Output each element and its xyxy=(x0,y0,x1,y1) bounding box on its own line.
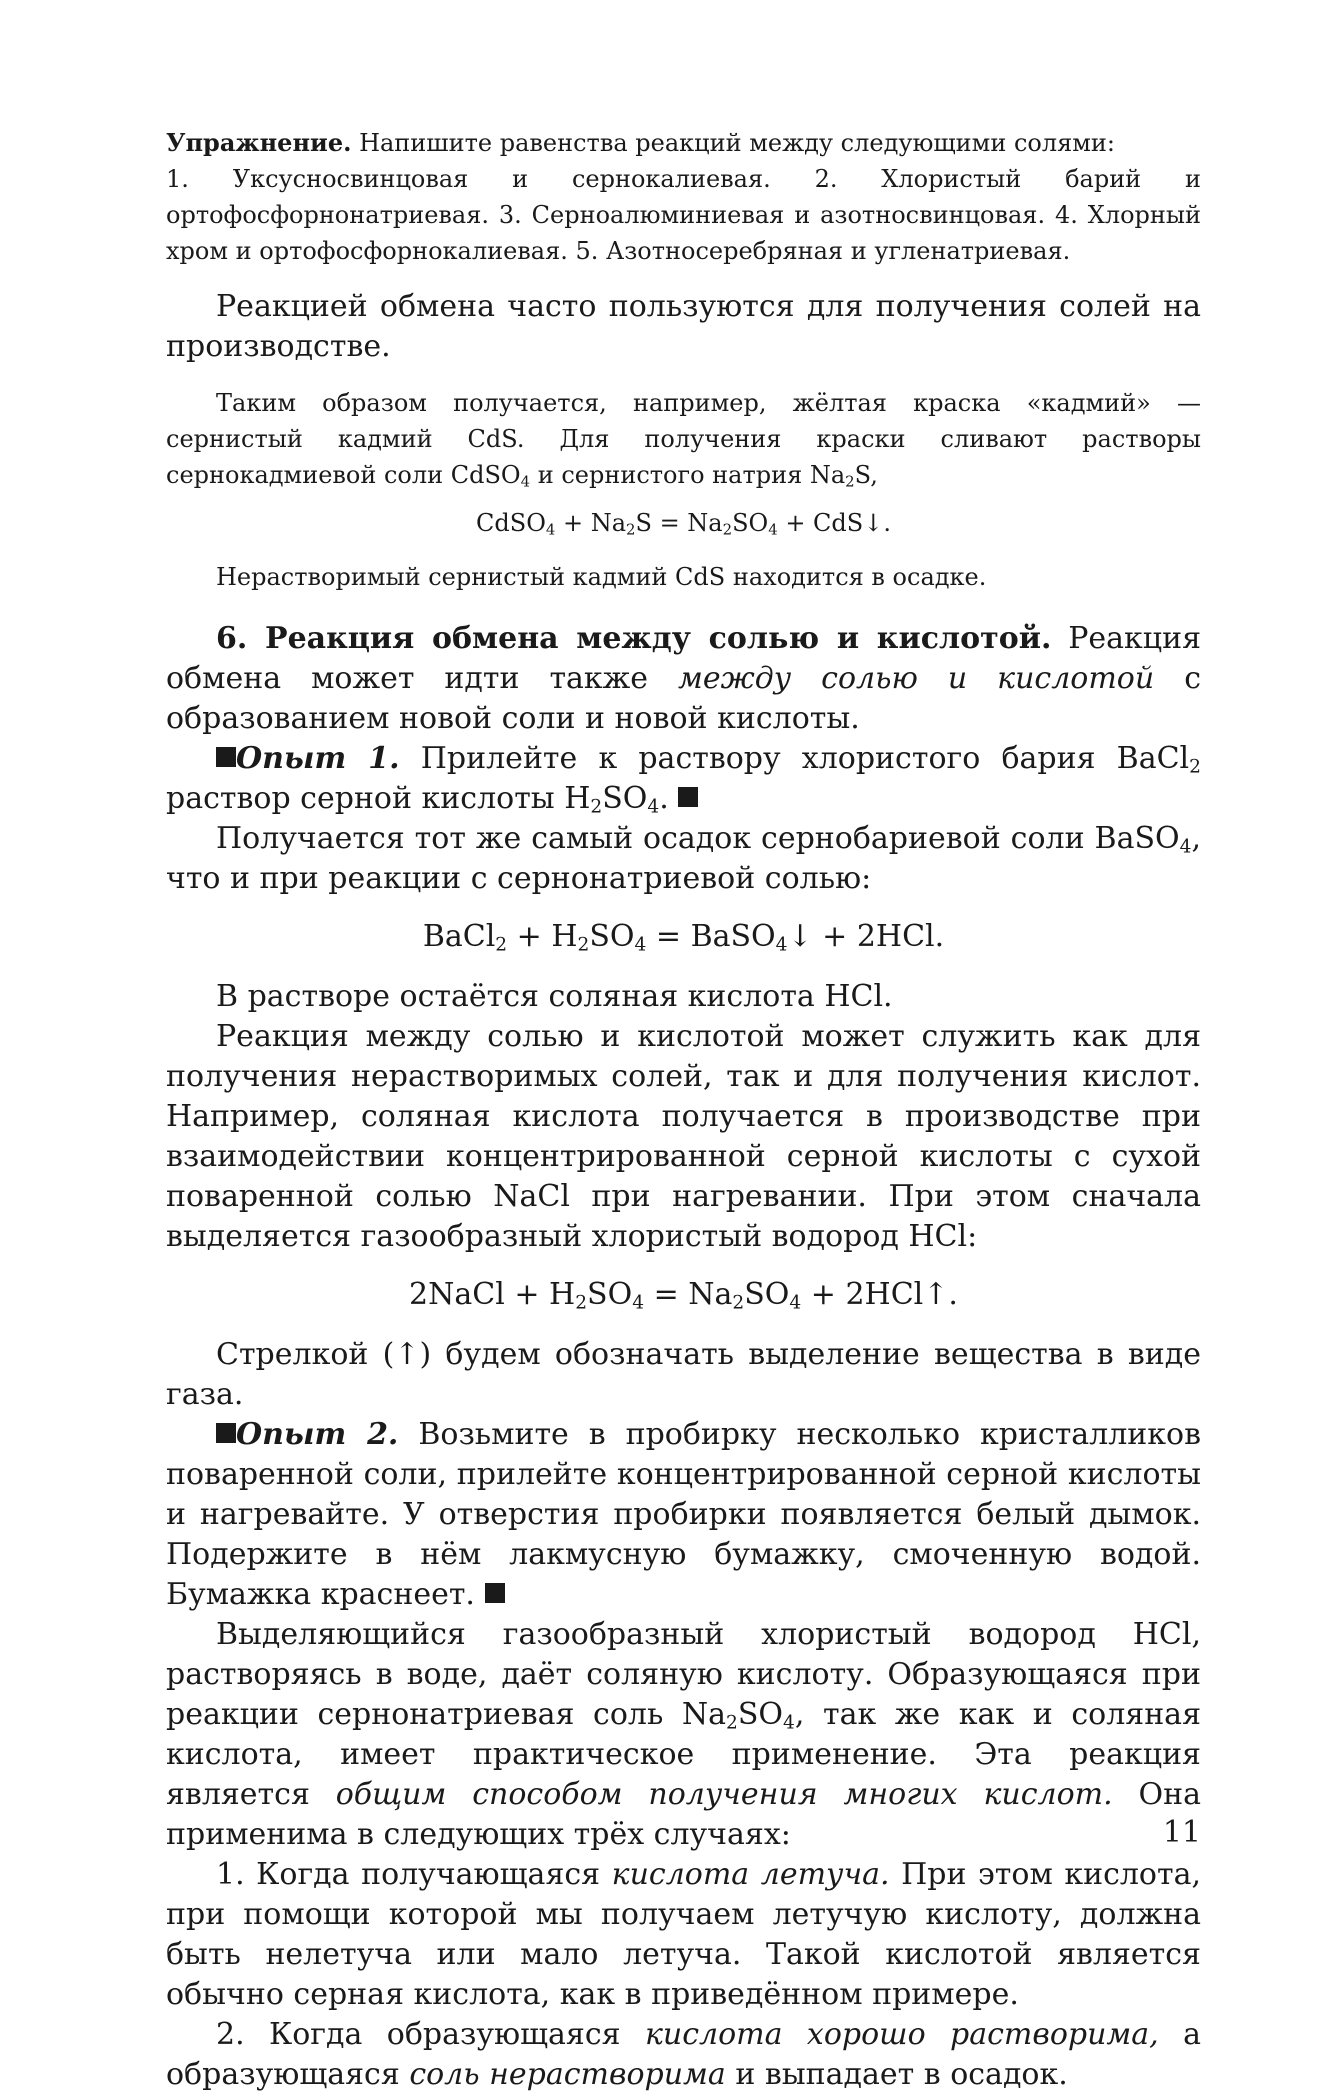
remains-paragraph: В растворе остаётся соляная кислота HCl. xyxy=(216,979,893,1014)
formula-bacl2: BaCl$_2$ + $H_2SO_4$ = BaSO$_4$↓ + 2HCl. xyxy=(422,919,945,956)
cadmium-formula: CdSO$_4$ + $Na_2S = Na_2SO_4$ + CdS↓. xyxy=(476,509,891,539)
experiment-2-label: Опыт 2. xyxy=(236,1417,399,1452)
reaction-paragraph: Реакция между солью и кислотой может служить как для получения нерастворимых солей, так и для получения кислот. Например, соляная кислота получается в производстве при взаимодействии концентрированной серной кислоты с сухой поваренной солью NaCl при нагревании. При этом сначала выделяется газообразный хлористый водород HCl: xyxy=(166,1019,1201,1254)
cadmium-paragraph: Таким образом получается, например, жёлтая краска «кадмий» — сернистый кадмий CdS. Для получения краски сливают растворы сернокадмиевой соли CdSO$_4$ и сернистого натрия $Na_2S$, xyxy=(166,389,1201,491)
cadmium-after: Нерастворимый сернистый кадмий CdS находится в осадке. xyxy=(216,563,987,591)
exchange-paragraph: Реакцией обмена часто пользуются для получения солей на производстве. xyxy=(166,289,1201,364)
gas-paragraph: Выделяющийся газообразный хлористый водород HCl, растворяясь в воде, даёт соляную кислоту. Образующаяся при реакции сернонатриевая соль $Na_2SO_4$, так же как и соляная кислота, имеет практическое применение. Эта реакция является общим способом получения многих кислот. Она применима в следующих трёх случаях: xyxy=(166,1617,1202,1852)
arrow-paragraph: Стрелкой (↑) будем обозначать выделение вещества в виде газа. xyxy=(166,1337,1201,1412)
formula-nacl: 2NaCl + $H_2SO_4 = Na_2SO_4$ + 2HCl↑. xyxy=(409,1277,958,1314)
exercise-label: Упражнение. xyxy=(166,128,352,157)
page-number: 11 xyxy=(1162,1815,1201,1850)
case-2-paragraph: 2. Когда образующаяся кислота хорошо растворима, а образующаяся соль нерастворима и выпадает в осадок. xyxy=(166,2017,1202,2092)
square-bullet-icon xyxy=(216,747,236,767)
section-6-paragraph: 6. Реакция обмена между солью и кислотой. Реакция обмена может идти также между солью и кислотой с образованием новой соли и новой кислоты. xyxy=(166,621,1202,736)
case-1-paragraph: 1. Когда получающаяся кислота летуча. При этом кислота, при помощи которой мы получаем летучую кислоту, должна быть нелетуча или мало летуча. Такой кислотой является обычно серная кислота, как в приведённом примере. xyxy=(166,1857,1202,2012)
square-end-icon xyxy=(678,787,698,807)
page-content xyxy=(166,125,1201,2095)
square-bullet-icon xyxy=(216,1423,236,1443)
exercise-intro: Напишите равенства реакций между следующими солями: xyxy=(351,129,1115,157)
experiment-2-paragraph: Опыт 2. Возьмите в пробирку несколько кристалликов поваренной соли, прилейте концентрированной серной кислоты и нагревайте. У отверстия пробирки появляется белый дымок. Подержите в нём лакмусную бумажку, смоченную водой. Бумажка краснеет. xyxy=(166,1417,1201,1612)
square-end-icon xyxy=(485,1583,505,1603)
exercise-paragraph xyxy=(166,125,1201,161)
same-precipitate-paragraph: Получается тот же самый осадок сернобариевой соли BaSO$_4$, что и при реакции с сернонатриевой солью: xyxy=(166,821,1201,896)
exercise-items: 1. Уксусносвинцовая и сернокалиевая. 2. Хлористый барий и ортофосфорнонатриевая. 3. Сернoалюминиевая и азотносвинцовая. 4. Хлорный хром и ортофосфорнокалиевая. 5. Азотносеребряная и угленатриевая. xyxy=(166,165,1201,265)
section-6-heading: 6. Реакция обмена между солью и кислотой. xyxy=(216,621,1052,656)
experiment-1-label: Опыт 1. xyxy=(236,741,400,776)
experiment-1-paragraph: Опыт 1. Прилейте к раствору хлористого бария BaCl$_2$ раствор серной кислоты $H_2SO_4$. xyxy=(166,741,1201,818)
